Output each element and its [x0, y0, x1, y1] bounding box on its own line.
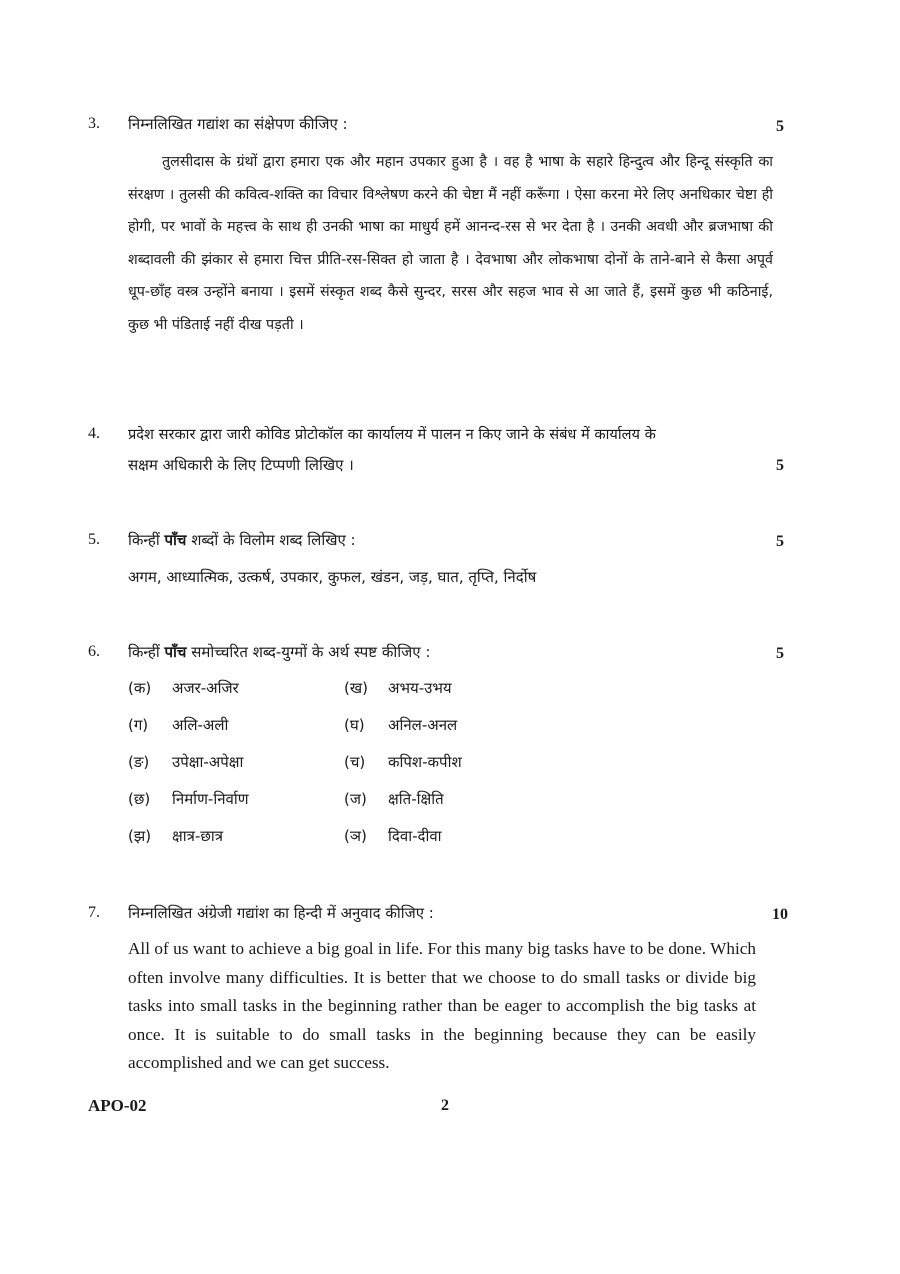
page-number: 2	[441, 1097, 449, 1114]
pair-label: (झ)	[128, 827, 152, 845]
passage-text: तुलसीदास के ग्रंथों द्वारा हमारा एक और महान उपकार हुआ है । वह है भाषा के सहारे हिन्दुत्व और हिन्दू संस्कृति का संरक्षण । तुलसी की कवित्व-शक्ति का विचार विश्लेषण करने की चेष्टा मैं नहीं करूँगा । ऐसा करना मेरे लिए अनधिकार चेष्टा ही होगी, पर भावों के महत्त्व के साथ ही उनकी भाषा का माधुर्य हमें आनन्द-रस से भर देता है । उनकी अवधी और ब्रजभाषा की शब्दावली की झंकार से हमारा चित्त प्रीति-रस-सिक्त हो जाता है । देवभाषा और लोकभाषा दोनों के ताने-बाने से कैसा अपूर्व धूप-छाँह वस्त्र उन्होंने बनाया । इसमें संस्कृत शब्द कैसे सुन्दर, सरस और सहज भाव से आ जाते हैं, इसमें कुछ भी कठिनाई, कुछ भी पंडिताई नहीं दीख पड़ती ।	[128, 154, 773, 333]
question-marks: 5	[776, 457, 784, 474]
pair-right	[344, 789, 444, 809]
pair-label: (ङ)	[128, 753, 150, 771]
question-number: 7.	[88, 904, 100, 921]
pair-label: (छ)	[128, 790, 151, 808]
question-number: 3.	[88, 115, 100, 132]
prompt-emphasis: पाँच	[164, 531, 187, 549]
pair-left	[128, 789, 249, 809]
question-marks: 5	[776, 118, 784, 135]
pair-label: (च)	[344, 753, 366, 771]
pair-label: (ग)	[128, 716, 149, 734]
pair-text: उपेक्षा-अपेक्षा	[172, 753, 244, 771]
question-prompt	[128, 642, 768, 662]
pair-label: (ज)	[344, 790, 367, 808]
pair-right	[344, 752, 462, 772]
word-pairs-list	[128, 678, 548, 863]
prompt-text-pre: किन्हीं	[128, 531, 165, 549]
pair-row	[128, 789, 548, 826]
paper-code: APO-02	[88, 1096, 147, 1115]
pair-text: अनिल-अनल	[388, 716, 458, 734]
english-passage: All of us want to achieve a big goal in life. For this many big tasks have to be done. Which often involve many difficulties. It is better that we choose to do small tasks or divide big tasks into small tasks in the beginning rather than be eager to accomplish the big tasks at once. It is suitable to do small tasks in the beginning because they can be easily accomplished and we can get success.	[128, 939, 756, 1073]
question-prompt-line-1: प्रदेश सरकार द्वारा जारी कोविड प्रोटोकॉल का कार्यालय में पालन न किए जाने के संबंध में कार्यालय के	[128, 426, 656, 443]
pair-text: अलि-अली	[172, 716, 229, 734]
pair-row	[128, 678, 548, 715]
question-marks: 5	[776, 645, 784, 662]
pair-text: दिवा-दीवा	[388, 827, 442, 845]
pair-text: निर्माण-निर्वाण	[172, 790, 249, 808]
pair-left	[128, 826, 223, 846]
pair-text: क्षति-क्षिति	[388, 790, 444, 808]
word-list: अगम, आध्यात्मिक, उत्कर्ष, उपकार, कुफल, खंडन, जड़, घात, तृप्ति, निर्दोष	[128, 568, 537, 586]
pair-left	[128, 752, 243, 772]
pair-label: (ञ)	[344, 827, 367, 845]
pair-row	[128, 826, 548, 863]
question-prompt	[128, 530, 768, 550]
question-number: 6.	[88, 643, 100, 660]
pair-row	[128, 715, 548, 752]
question-number: 4.	[88, 425, 100, 442]
pair-label: (क)	[128, 679, 152, 697]
question-marks: 10	[772, 906, 788, 923]
pair-right	[344, 678, 452, 698]
question-prompt: निम्नलिखित गद्यांश का संक्षेपण कीजिए :	[128, 115, 348, 133]
pair-left	[128, 678, 239, 698]
pair-label: (ख)	[344, 679, 368, 697]
pair-left	[128, 715, 228, 735]
pair-text: कपिश-कपीश	[388, 753, 462, 771]
question-number: 5.	[88, 531, 100, 548]
pair-text: अजर-अजिर	[172, 679, 239, 697]
pair-text: क्षात्र-छात्र	[172, 827, 224, 845]
pair-right	[344, 826, 442, 846]
pair-text: अभय-उभय	[388, 679, 452, 697]
question-marks: 5	[776, 533, 784, 550]
prompt-text-post: समोच्चरित शब्द-युग्मों के अर्थ स्पष्ट कीजिए :	[186, 643, 431, 661]
question-prompt-line-2: सक्षम अधिकारी के लिए टिप्पणी लिखिए ।	[128, 456, 354, 474]
pair-right	[344, 715, 457, 735]
prompt-emphasis: पाँच	[164, 643, 187, 661]
pair-row	[128, 752, 548, 789]
question-prompt: निम्नलिखित अंग्रेजी गद्यांश का हिन्दी में अनुवाद कीजिए :	[128, 904, 434, 922]
pair-label: (घ)	[344, 716, 365, 734]
prompt-text-pre: किन्हीं	[128, 643, 165, 661]
prompt-text-post: शब्दों के विलोम शब्द लिखिए :	[186, 531, 356, 549]
